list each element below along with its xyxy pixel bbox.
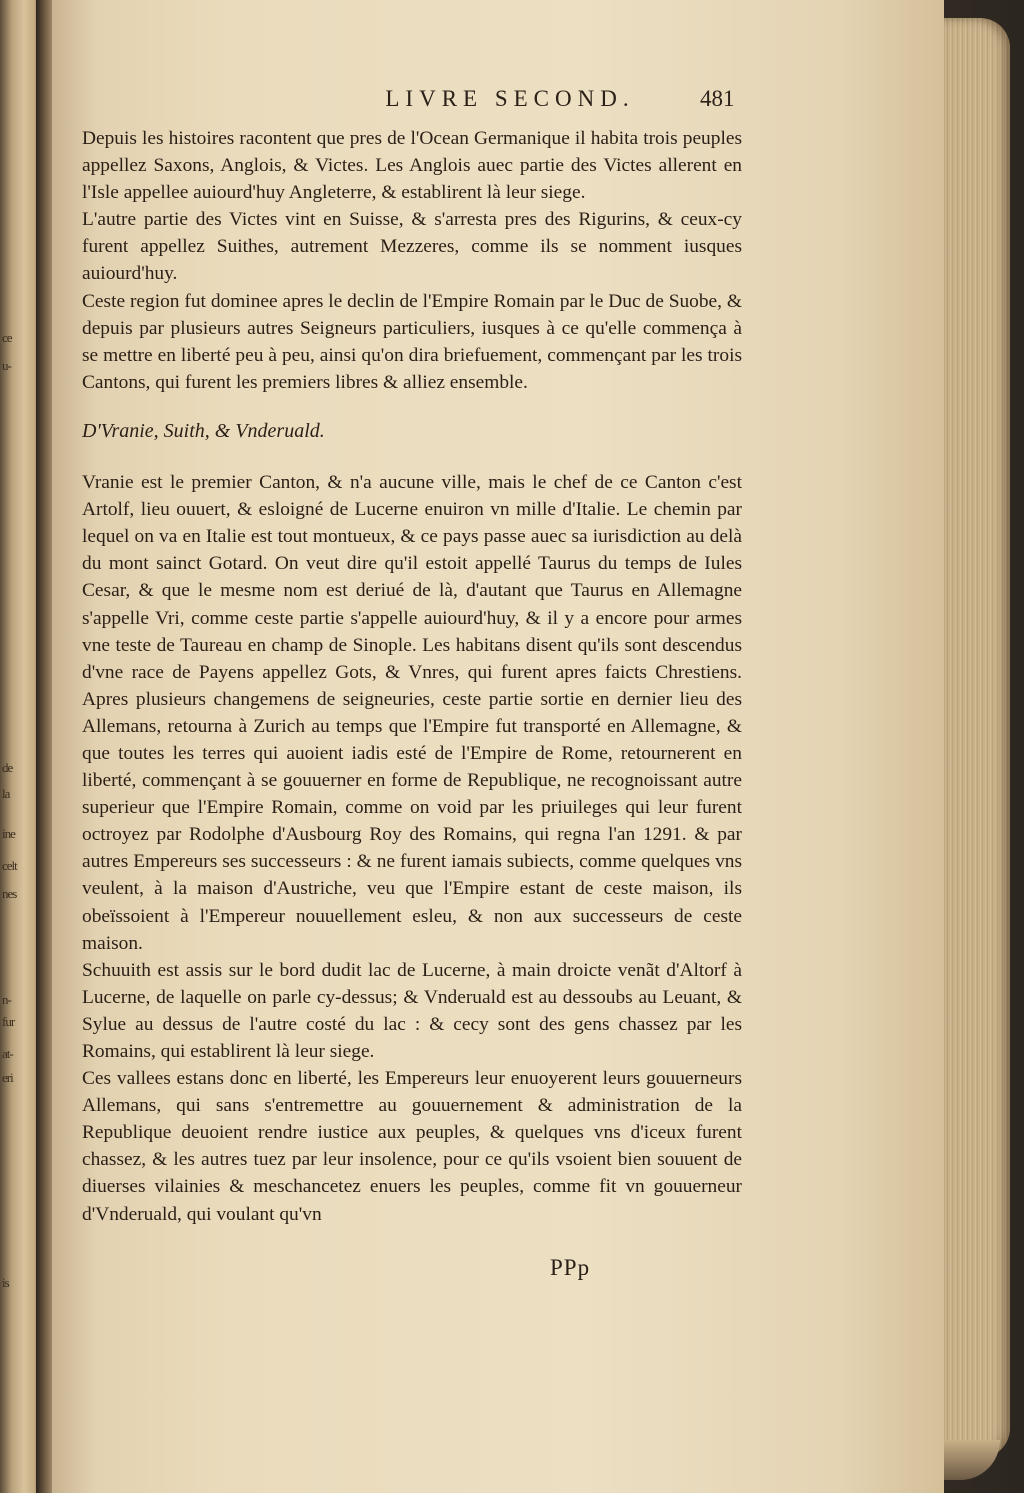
margin-fragment: at- xyxy=(2,1046,13,1061)
page-block-edges xyxy=(944,18,1010,1458)
paragraph: Vranie est le premier Canton, & n'a aucune ville, mais le chef de ce Canton c'est Artolf, lieu ouuert, & esloigné de Lucerne enuiron vn mille d'Italie. Le chemin par lequel on va en Italie est tout montueux, & ce pays passe auec sa iurisdiction au delà du mont sainct Gotard. On veut dire qu'il estoit appellé Taurus du temps de Iules Cesar, & que le mesme nom est deriué de là, d'autant que Taurus en Allemagne s'appelle Vri, comme ceste partie s'appelle auiourd'huy, & il y a encore pour armes vne teste de Taureau en champ de Sinople. Les habitans disent qu'ils sont descendus d'vne race de Payens appellez Gots, & Vnres, qui furent apres faicts Chrestiens. Apres plusieurs changemens de seigneuries, ceste partie sortie en dernier lieu des Allemans, retourna à Zurich au temps que l'Empire fut transporté en Allemagne, & que toutes les terres qui auoient iadis esté de l'Empire de Rome, retournerent en liberté, commençant à se gouuerner en forme de Republique, ne recognoissant autre superieur que l'Empire Romain, comme on void par les priuileges qui leur furent octroyez par Rodolphe d'Ausbourg Roy des Romains, qui regna l'an 1291. & par autres Empereurs ses successeurs : & ne furent iamais subiects, comme quelques vns veulent, à la maison d'Austriche, veu que l'Empire estant de ceste maison, ils obeïssoient à l'Empereur nouuellement esleu, & non aux successeurs de ceste maison. xyxy=(82,472,742,954)
margin-fragment: ce xyxy=(2,330,12,345)
section-heading: D'Vranie, Suith, & Vnderuald. xyxy=(82,419,325,442)
margin-fragment: n- xyxy=(2,992,11,1007)
signature-mark: PPp xyxy=(550,1255,591,1280)
facing-page-edge xyxy=(0,0,40,1493)
paragraph: Ceste region fut dominee apres le declin de l'Empire Romain par le Duc de Suobe, & depuis par plusieurs autres Seigneurs particuliers, iusques à ce qu'elle commença à se mettre en liberté peu à peu, ainsi qu'on dira briefuement, commençant par les trois Cantons, qui furent les premiers libres & alliez ensemble. xyxy=(82,290,742,393)
margin-fragment: u- xyxy=(2,358,11,373)
paragraph: L'autre partie des Victes vint en Suisse, & s'arresta pres des Rigurins, & ceux-cy furent appellez Suithes, autrement Mezzeres, comme ils se nomment iusques auiourd'huy. xyxy=(82,209,742,285)
margin-fragment: nes xyxy=(2,886,17,901)
margin-fragment: la xyxy=(2,786,10,801)
page-number: 481 xyxy=(700,86,735,111)
margin-fragment: is xyxy=(2,1275,9,1290)
margin-fragment: fur xyxy=(2,1014,15,1029)
margin-fragment: eri xyxy=(2,1070,13,1085)
margin-fragment: de xyxy=(2,760,13,775)
margin-fragment: celt xyxy=(2,858,17,873)
running-title: LIVRE SECOND. xyxy=(385,86,635,111)
page-body xyxy=(82,125,742,1228)
margin-fragment: ine xyxy=(2,826,15,841)
paragraph: Schuuith est assis sur le bord dudit lac de Lucerne, à main droicte venãt d'Altorf à Lucerne, de laquelle on parle cy-dessus; & Vnderuald est au dessoubs au Leuant, & Sylue au dessus de l'autre costé du lac : & cecy sont des gens chassez par les Romains, qui establirent là leur siege. xyxy=(82,959,742,1062)
paragraph: Ces vallees estans donc en liberté, les Empereurs leur enuoyerent leurs gouuerneurs Allemans, qui sans s'entremettre au gouuernement & administration de la Republique deuoient rendre iustice aux peuples, & quelques vns d'iceux furent chassez, & les autres tuez par leur insolence, pour ce qu'ils vsoient bien souuent de diuerses vilainies & meschancetez enuers les peuples, comme fit vn gouuerneur d'Vnderuald, qui voulant qu'vn xyxy=(82,1068,742,1225)
paragraph: Depuis les histoires racontent que pres de l'Ocean Germanique il habita trois peuples appellez Saxons, Anglois, & Victes. Les Anglois auec partie des Victes allerent en l'Isle appellee auiourd'huy Angleterre, & establirent là leur siege. xyxy=(82,128,742,204)
